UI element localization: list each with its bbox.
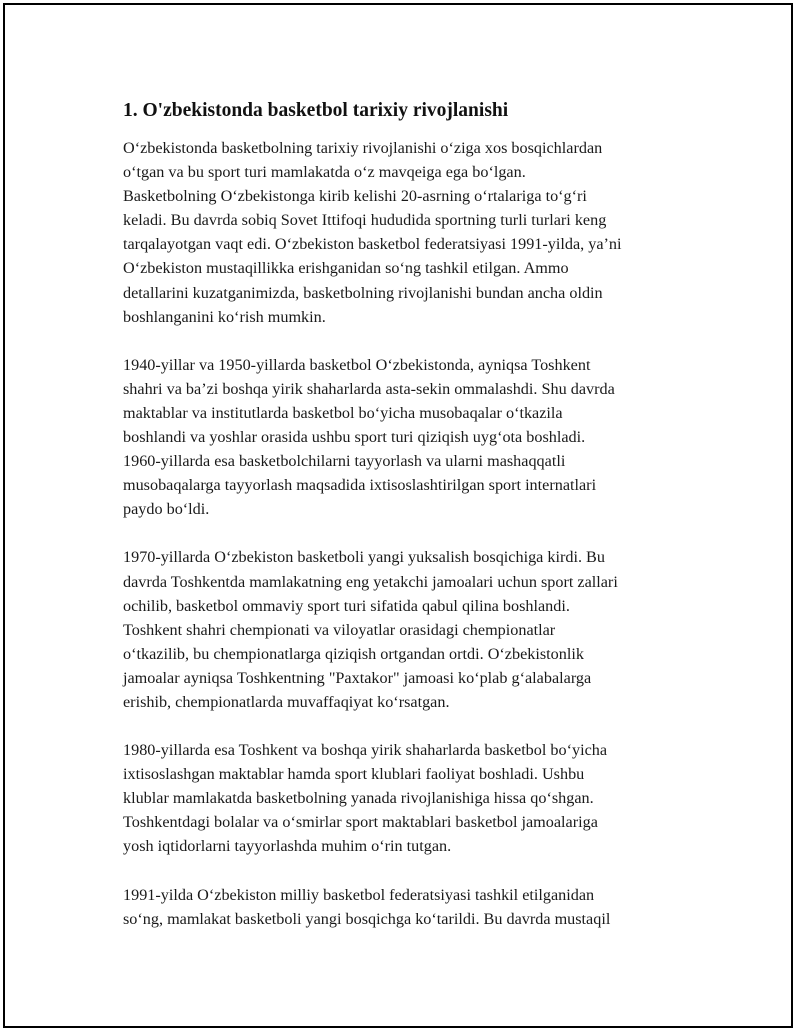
- paragraph-line: 1960-yillarda esa basketbolchilarni tayyorlash va ularni mashaqqatli: [123, 452, 566, 471]
- paragraph-line: shahri va ba’zi boshqa yirik shaharlarda asta-sekin ommalashdi. Shu davrda: [123, 379, 615, 398]
- paragraph-line: Toshkent shahri chempionati va viloyatlar orasidagi chempionatlar: [123, 620, 556, 639]
- paragraph-line: ixtisoslashgan maktablar hamda sport klublari faoliyat boshladi. Ushbu: [123, 765, 585, 784]
- paragraph-line: 1940-yillar va 1950-yillarda basketbol O‘zbekistonda, ayniqsa Toshkent: [123, 355, 591, 374]
- paragraph-2: [123, 353, 713, 522]
- paragraph-line: 1980-yillarda esa Toshkent va boshqa yirik shaharlarda basketbol bo‘yicha: [123, 741, 608, 760]
- paragraph-line: davrda Toshkentda mamlakatning eng yetakchi jamoalari uchun sport zallari: [123, 572, 618, 591]
- paragraph-1: [123, 136, 713, 329]
- paragraph-line: so‘ng, mamlakat basketboli yangi bosqichga ko‘tarildi. Bu davrda mustaqil: [123, 909, 611, 928]
- paragraph-line: erishib, chempionatlarda muvaffaqiyat ko‘rsatgan.: [123, 692, 450, 711]
- paragraph-line: maktablar va institutlarda basketbol bo‘yicha musobaqalar o‘tkazila: [123, 403, 563, 422]
- paragraph-5: [123, 883, 713, 931]
- paragraph-line: yosh iqtidorlarni tayyorlashda muhim o‘rin tutgan.: [123, 837, 452, 856]
- paragraph-line: tarqalayotgan vaqt edi. O‘zbekiston basketbol federatsiyasi 1991-yilda, ya’ni: [123, 235, 622, 254]
- section-heading: 1. O'zbekistonda basketbol tarixiy rivojlanishi: [123, 100, 509, 121]
- paragraph-line: 1970-yillarda O‘zbekiston basketboli yangi yuksalish bosqichiga kirdi. Bu: [123, 548, 605, 567]
- paragraph-line: jamoalar ayniqsa Toshkentning "Paxtakor" jamoasi ko‘plab g‘alabalarga: [123, 668, 592, 687]
- paragraph-3: [123, 545, 713, 714]
- paragraph-line: o‘tgan va bu sport turi mamlakatda o‘z mavqeiga ega bo‘lgan.: [123, 163, 526, 182]
- document-body: [123, 98, 713, 955]
- paragraph-line: O‘zbekistonda basketbolning tarixiy rivojlanishi o‘ziga xos bosqichlardan: [123, 139, 603, 157]
- paragraph-line: musobaqalarga tayyorlash maqsadida ixtisoslashtirilgan sport internatlari: [123, 476, 597, 495]
- paragraph-line: O‘zbekiston mustaqillikka erishganidan so‘ng tashkil etilgan. Ammo: [123, 259, 569, 278]
- paragraph-line: boshlandi va yoshlar orasida ushbu sport turi qiziqish uyg‘ota boshladi.: [123, 428, 586, 447]
- paragraph-line: Basketbolning O‘zbekistonga kirib kelishi 20-asrning o‘rtalariga to‘g‘ri: [123, 187, 587, 206]
- paragraph-line: detallarini kuzatganimizda, basketbolning rivojlanishi bundan ancha oldin: [123, 283, 603, 302]
- paragraph-line: ochilib, basketbol ommaviy sport turi sifatida qabul qilina boshlandi.: [123, 596, 570, 615]
- paragraph-line: keladi. Bu davrda sobiq Sovet Ittifoqi hududida sportning turli turlari keng: [123, 211, 607, 230]
- paragraph-line: boshlanganini ko‘rish mumkin.: [123, 307, 326, 326]
- paragraph-line: Toshkentdagi bolalar va o‘smirlar sport maktablari basketbol jamoalariga: [123, 813, 598, 832]
- paragraph-line: klublar mamlakatda basketbolning yanada rivojlanishiga hissa qo‘shgan.: [123, 789, 594, 808]
- paragraph-line: o‘tkazilib, bu chempionatlarga qiziqish ortgandan ortdi. O‘zbekistonlik: [123, 644, 584, 663]
- paragraph-line: paydo bo‘ldi.: [123, 500, 210, 519]
- paragraph-4: [123, 738, 713, 858]
- paragraph-line: 1991-yilda O‘zbekiston milliy basketbol federatsiyasi tashkil etilganidan: [123, 885, 595, 904]
- page-frame: [3, 3, 793, 1028]
